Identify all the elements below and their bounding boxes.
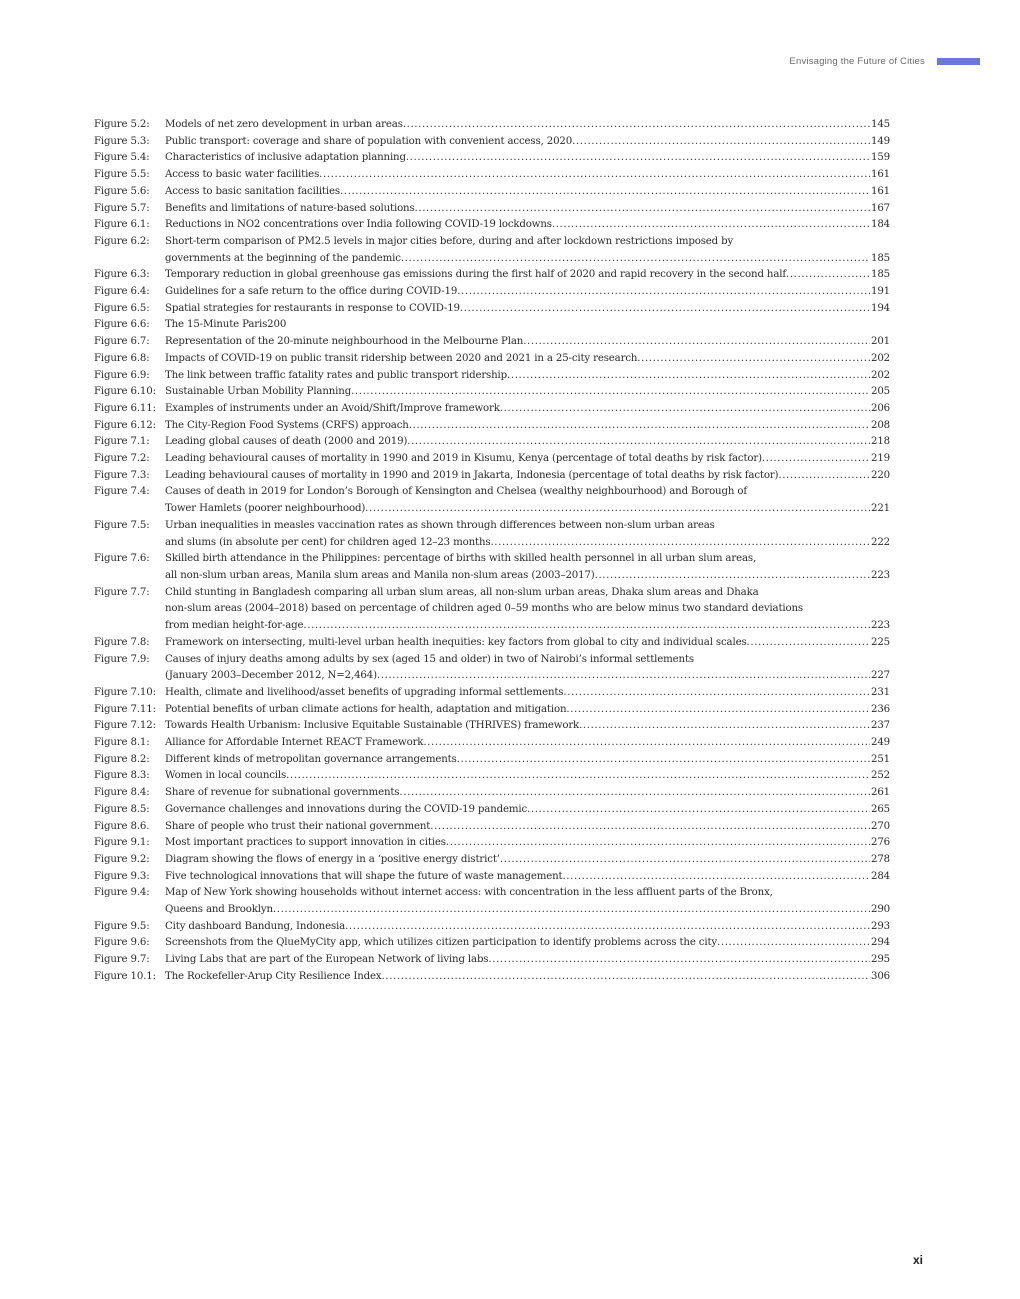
page-ref: 222 <box>871 536 890 548</box>
caption-line: Temporary reduction in global greenhouse gas emissions during the first half of 2020 and rapid recovery in the second half <box>165 269 786 281</box>
figure-label: Figure 7.6: <box>94 553 150 565</box>
toc-entry[interactable] <box>94 752 890 769</box>
dot-leader <box>399 785 870 802</box>
page-ref: 194 <box>871 302 890 314</box>
figure-caption <box>165 852 890 869</box>
dot-leader <box>457 752 870 769</box>
figure-label: Figure 9.2: <box>94 853 150 865</box>
figure-label: Figure 6.11: <box>94 402 156 414</box>
figure-caption <box>165 201 890 218</box>
figure-caption <box>165 451 890 468</box>
toc-entry[interactable] <box>94 234 890 267</box>
caption-line: and slums (in absolute per cent) for children aged 12–23 months <box>165 536 491 548</box>
figure-label: Figure 8.2: <box>94 753 150 765</box>
page-ref: 276 <box>871 837 890 849</box>
page-ref: 191 <box>871 286 890 298</box>
page-ref: 218 <box>871 436 890 448</box>
toc-entry[interactable] <box>94 301 890 318</box>
figure-label: Figure 8.3: <box>94 770 150 782</box>
dot-leader <box>407 434 870 451</box>
toc-entry[interactable] <box>94 735 890 752</box>
caption-line: The City-Region Food Systems (CRFS) approach <box>165 419 409 431</box>
figure-label: Figure 9.5: <box>94 920 150 932</box>
dot-leader <box>762 451 870 468</box>
page-ref: 221 <box>871 503 890 515</box>
page-ref: 265 <box>871 803 890 815</box>
figure-caption <box>165 484 890 517</box>
figure-caption <box>165 184 890 201</box>
figure-caption <box>165 785 890 802</box>
figure-caption <box>165 468 890 485</box>
figure-caption <box>165 869 890 886</box>
toc-entry[interactable] <box>94 418 890 435</box>
dot-leader <box>273 902 870 919</box>
figure-label: Figure 8.4: <box>94 787 150 799</box>
page-ref: 290 <box>871 904 890 916</box>
page-ref: 219 <box>871 453 890 465</box>
dot-leader <box>457 284 870 301</box>
dot-leader <box>409 418 870 435</box>
figure-caption <box>165 334 890 351</box>
toc-entry[interactable] <box>94 434 890 451</box>
caption-line: Women in local councils <box>165 770 287 782</box>
page-ref: 223 <box>871 569 890 581</box>
figure-label: Figure 7.2: <box>94 453 150 465</box>
figure-label: Figure 6.7: <box>94 336 150 348</box>
toc-entry[interactable] <box>94 919 890 936</box>
page-ref: 161 <box>871 169 890 181</box>
dot-leader <box>403 117 870 134</box>
figure-label: Figure 6.6: <box>94 319 150 331</box>
figure-label: Figure 7.12: <box>94 720 156 732</box>
figure-label: Figure 5.4: <box>94 152 150 164</box>
caption-line: Benefits and limitations of nature-based solutions <box>165 202 415 214</box>
caption-line: Towards Health Urbanism: Inclusive Equitable Sustainable (THRIVES) framework <box>165 720 580 732</box>
figure-caption <box>165 134 890 151</box>
page-ref: 270 <box>871 820 890 832</box>
caption-line: Screenshots from the QlueMyCity app, which utilizes citizen participation to identify problems across the city <box>165 937 718 949</box>
caption-line: Characteristics of inclusive adaptation planning <box>165 152 406 164</box>
figure-label: Figure 6.5: <box>94 302 150 314</box>
list-of-figures <box>94 117 890 986</box>
toc-entry[interactable] <box>94 384 890 401</box>
figure-label: Figure 6.12: <box>94 419 156 431</box>
figure-label: Figure 6.3: <box>94 269 150 281</box>
figure-label: Figure 5.7: <box>94 202 150 214</box>
caption-line: Leading global causes of death (2000 and 2019) <box>165 436 408 448</box>
figure-label: Figure 9.7: <box>94 954 150 966</box>
figure-label: Figure 5.3: <box>94 135 150 147</box>
figure-label: Figure 9.3: <box>94 870 150 882</box>
caption-line: Public transport: coverage and share of population with convenient access, 2020 <box>165 135 573 147</box>
dot-leader <box>460 301 870 318</box>
dot-leader <box>595 568 870 585</box>
caption-line: City dashboard Bandung, Indonesia <box>165 920 346 932</box>
page-ref: 227 <box>871 670 890 682</box>
figure-label: Figure 9.6: <box>94 937 150 949</box>
dot-leader <box>552 217 870 234</box>
dot-leader <box>401 251 870 268</box>
figure-label: Figure 10.1: <box>94 970 156 982</box>
figure-label: Figure 9.1: <box>94 837 150 849</box>
dot-leader <box>527 802 870 819</box>
caption-line: Living Labs that are part of the European Network of living labs <box>165 954 489 966</box>
dot-leader <box>377 668 870 685</box>
figure-caption <box>165 518 890 551</box>
caption-line: Diagram showing the flows of energy in a ‘positive energy district’ <box>165 853 500 865</box>
toc-entry[interactable] <box>94 267 890 284</box>
figure-label: Figure 6.2: <box>94 235 150 247</box>
toc-entry[interactable] <box>94 167 890 184</box>
figure-caption <box>165 551 890 584</box>
dot-leader <box>572 134 870 151</box>
caption-line: Reductions in NO2 concentrations over India following COVID-19 lockdowns <box>165 219 552 231</box>
figure-caption <box>165 652 890 685</box>
page-ref: 185 <box>871 269 890 281</box>
figure-label: Figure 7.10: <box>94 686 156 698</box>
dot-leader <box>406 150 870 167</box>
caption-line: Most important practices to support innovation in cities <box>165 837 446 849</box>
toc-entry[interactable] <box>94 852 890 869</box>
caption-line: (January 2003–December 2012, N=2,464) <box>165 670 377 682</box>
caption-line: Share of people who trust their national government <box>165 820 431 832</box>
figure-caption <box>165 368 890 385</box>
toc-entry[interactable] <box>94 685 890 702</box>
page-ref: 167 <box>871 202 890 214</box>
dot-leader <box>490 535 870 552</box>
figure-caption <box>165 802 890 819</box>
page-ref: 295 <box>871 954 890 966</box>
caption-line: The 15-Minute Paris200 <box>165 319 287 331</box>
caption-line: Map of New York showing households without internet access: with concentration in the less affluent parts of the Bronx, <box>165 887 773 899</box>
caption-line: Sustainable Urban Mobility Planning <box>165 386 352 398</box>
figure-caption <box>165 167 890 184</box>
figure-label: Figure 7.1: <box>94 436 150 448</box>
page-ref: 202 <box>871 352 890 364</box>
dot-leader <box>637 351 870 368</box>
caption-line: Tower Hamlets (poorer neighbourhood) <box>165 503 366 515</box>
caption-line: Short-term comparison of PM2.5 levels in major cities before, during and after lockdown restrictions imposed by <box>165 235 734 247</box>
page-ref: 306 <box>871 970 890 982</box>
caption-line: Potential benefits of urban climate actions for health, adaptation and mitigation <box>165 703 567 715</box>
figure-caption <box>165 919 890 936</box>
page-ref: 184 <box>871 219 890 231</box>
caption-line: Different kinds of metropolitan governance arrangements <box>165 753 457 765</box>
dot-leader <box>566 702 870 719</box>
figure-label: Figure 6.9: <box>94 369 150 381</box>
figure-label: Figure 7.5: <box>94 519 150 531</box>
caption-line: Impacts of COVID-19 on public transit ridership between 2020 and 2021 in a 25-city research <box>165 352 638 364</box>
dot-leader <box>579 718 870 735</box>
figure-label: Figure 7.8: <box>94 636 150 648</box>
toc-entry[interactable] <box>94 518 890 551</box>
figure-caption <box>165 267 890 284</box>
caption-line: Representation of the 20-minute neighbourhood in the Melbourne Plan <box>165 336 524 348</box>
figure-label: Figure 7.7: <box>94 586 150 598</box>
figure-caption <box>165 969 890 986</box>
dot-leader <box>562 869 870 886</box>
toc-entry[interactable] <box>94 635 890 652</box>
toc-entry[interactable] <box>94 484 890 517</box>
caption-line: Access to basic water facilities <box>165 169 320 181</box>
page-ref: 206 <box>871 402 890 414</box>
figure-caption <box>165 752 890 769</box>
toc-entry[interactable] <box>94 368 890 385</box>
caption-line: Leading behavioural causes of mortality in 1990 and 2019 in Jakarta, Indonesia (percentage of total deaths by risk factor) <box>165 469 779 481</box>
dot-leader <box>500 852 870 869</box>
toc-entry[interactable] <box>94 952 890 969</box>
page-ref: 220 <box>871 469 890 481</box>
running-title: Envisaging the Future of Cities <box>789 56 925 67</box>
figure-caption <box>165 384 890 401</box>
page-number: xi <box>913 1253 924 1267</box>
figure-caption <box>165 768 890 785</box>
dot-leader <box>500 401 870 418</box>
toc-entry[interactable] <box>94 284 890 301</box>
toc-entry[interactable] <box>94 819 890 836</box>
toc-entry[interactable] <box>94 702 890 719</box>
figure-label: Figure 7.9: <box>94 653 150 665</box>
toc-entry[interactable] <box>94 317 890 334</box>
caption-line: Child stunting in Bangladesh comparing all urban slum areas, all non-slum urban areas, Dhaka slum areas and Dhaka <box>165 586 759 598</box>
page-ref: 205 <box>871 386 890 398</box>
dot-leader <box>303 618 870 635</box>
toc-entry[interactable] <box>94 468 890 485</box>
dot-leader <box>786 267 870 284</box>
dot-leader <box>778 468 870 485</box>
toc-entry[interactable] <box>94 869 890 886</box>
header-accent-bar <box>937 58 980 65</box>
page-ref: 237 <box>871 720 890 732</box>
toc-entry[interactable] <box>94 652 890 685</box>
toc-entry[interactable] <box>94 217 890 234</box>
figure-label: Figure 7.11: <box>94 703 156 715</box>
toc-entry[interactable] <box>94 718 890 735</box>
dot-leader <box>717 935 870 952</box>
figure-caption <box>165 351 890 368</box>
toc-entry[interactable] <box>94 351 890 368</box>
figure-label: Figure 5.6: <box>94 185 150 197</box>
caption-line: Guidelines for a safe return to the office during COVID-19 <box>165 286 458 298</box>
figure-caption <box>165 885 890 918</box>
figure-caption <box>165 317 890 334</box>
figure-caption <box>165 702 890 719</box>
caption-line: governments at the beginning of the pandemic <box>165 252 401 264</box>
caption-line: Framework on intersecting, multi-level urban health inequities: key factors from global to city and individual scales <box>165 636 747 648</box>
caption-line: non-slum areas (2004–2018) based on percentage of children aged 0–59 months who are below minus two standard deviations <box>165 603 803 615</box>
dot-leader <box>507 368 870 385</box>
figure-caption <box>165 301 890 318</box>
toc-entry[interactable] <box>94 835 890 852</box>
page-ref: 231 <box>871 686 890 698</box>
dot-leader <box>747 635 870 652</box>
toc-entry[interactable] <box>94 401 890 418</box>
page-ref: 251 <box>871 753 890 765</box>
figure-label: Figure 5.5: <box>94 169 150 181</box>
toc-entry[interactable] <box>94 117 890 134</box>
caption-line: Leading behavioural causes of mortality in 1990 and 2019 in Kisumu, Kenya (percentage of total deaths by risk factor) <box>165 453 762 465</box>
page-ref: 223 <box>871 620 890 632</box>
figure-caption <box>165 150 890 167</box>
figure-caption <box>165 952 890 969</box>
page-ref: 201 <box>871 336 890 348</box>
caption-line: from median height-for-age <box>165 620 304 632</box>
page-ref: 293 <box>871 920 890 932</box>
page-ref: 225 <box>871 636 890 648</box>
toc-entry[interactable] <box>94 969 890 986</box>
figure-label: Figure 6.10: <box>94 386 156 398</box>
caption-line: Alliance for Affordable Internet REACT Framework <box>165 737 424 749</box>
dot-leader <box>430 819 870 836</box>
toc-entry[interactable] <box>94 150 890 167</box>
figure-label: Figure 9.4: <box>94 887 150 899</box>
caption-line: all non-slum urban areas, Manila slum areas and Manila non-slum areas (2003–2017) <box>165 569 595 581</box>
page-ref: 278 <box>871 853 890 865</box>
toc-entry[interactable] <box>94 802 890 819</box>
dot-leader <box>382 969 870 986</box>
page-ref: 202 <box>871 369 890 381</box>
page-ref: 294 <box>871 937 890 949</box>
figure-caption <box>165 718 890 735</box>
caption-line: Models of net zero development in urban areas <box>165 119 403 130</box>
figure-caption <box>165 117 890 134</box>
figure-caption <box>165 685 890 702</box>
dot-leader <box>365 501 870 518</box>
page-ref: 185 <box>871 252 890 264</box>
toc-entry[interactable] <box>94 935 890 952</box>
caption-line: Access to basic sanitation facilities <box>165 185 340 197</box>
dot-leader <box>286 768 870 785</box>
page-ref: 208 <box>871 419 890 431</box>
figure-caption <box>165 635 890 652</box>
page-ref: 249 <box>871 737 890 749</box>
dot-leader <box>340 184 870 201</box>
toc-entry[interactable] <box>94 768 890 785</box>
dot-leader <box>563 685 870 702</box>
figure-label: Figure 8.1: <box>94 737 150 749</box>
figure-label: Figure 6.8: <box>94 352 150 364</box>
caption-line: Governance challenges and innovations during the COVID-19 pandemic <box>165 803 528 815</box>
dot-leader <box>351 384 870 401</box>
figure-caption <box>165 735 890 752</box>
page-ref: 284 <box>871 870 890 882</box>
figure-caption <box>165 819 890 836</box>
caption-line: Spatial strategies for restaurants in response to COVID-19 <box>165 302 460 314</box>
page-ref: 261 <box>871 787 890 799</box>
page-ref: 252 <box>871 770 890 782</box>
caption-line: The link between traffic fatality rates and public transport ridership <box>165 369 508 381</box>
caption-line: Health, climate and livelihood/asset benefits of upgrading informal settlements <box>165 686 564 698</box>
running-head <box>789 56 980 67</box>
figure-caption <box>165 284 890 301</box>
figure-caption <box>165 234 890 267</box>
figure-caption <box>165 418 890 435</box>
caption-line: The Rockefeller-Arup City Resilience Index <box>165 970 382 982</box>
dot-leader <box>319 167 870 184</box>
toc-entry[interactable] <box>94 201 890 218</box>
figure-label: Figure 7.3: <box>94 469 150 481</box>
caption-line: Five technological innovations that will shape the future of waste management <box>165 870 563 882</box>
toc-entry[interactable] <box>94 585 890 635</box>
figure-label: Figure 6.4: <box>94 286 150 298</box>
figure-caption <box>165 835 890 852</box>
figure-label: Figure 8.6. <box>94 820 150 832</box>
figure-caption <box>165 217 890 234</box>
dot-leader <box>345 919 870 936</box>
caption-line: Skilled birth attendance in the Philippines: percentage of births with skilled health personnel in all urban slum areas, <box>165 553 757 565</box>
dot-leader <box>423 735 870 752</box>
toc-entry[interactable] <box>94 885 890 918</box>
figure-label: Figure 6.1: <box>94 219 150 231</box>
toc-entry[interactable] <box>94 551 890 584</box>
figure-caption <box>165 434 890 451</box>
caption-line: Causes of death in 2019 for London’s Borough of Kensington and Chelsea (wealthy neighbourhood) and Borough of <box>165 486 747 498</box>
page-ref: 145 <box>871 119 890 130</box>
toc-entry[interactable] <box>94 134 890 151</box>
dot-leader <box>488 952 870 969</box>
figure-caption <box>165 935 890 952</box>
dot-leader <box>523 334 870 351</box>
figure-label: Figure 5.2: <box>94 119 150 130</box>
figure-caption <box>165 401 890 418</box>
page-ref: 159 <box>871 152 890 164</box>
dot-leader <box>446 835 870 852</box>
caption-line: Queens and Brooklyn <box>165 904 273 916</box>
caption-line: Urban inequalities in measles vaccination rates as shown through differences between non-slum urban areas <box>165 519 715 531</box>
figure-caption <box>165 585 890 635</box>
caption-line: Share of revenue for subnational governments <box>165 787 400 799</box>
page-ref: 236 <box>871 703 890 715</box>
caption-line: Causes of injury deaths among adults by sex (aged 15 and older) in two of Nairobi’s informal settlements <box>165 653 694 665</box>
page-ref: 149 <box>871 135 890 147</box>
toc-entry[interactable] <box>94 785 890 802</box>
toc-entry[interactable] <box>94 184 890 201</box>
toc-entry[interactable] <box>94 334 890 351</box>
caption-line: Examples of instruments under an Avoid/Shift/Improve framework <box>165 402 500 414</box>
figure-label: Figure 8.5: <box>94 803 150 815</box>
figure-label: Figure 7.4: <box>94 486 150 498</box>
page-ref: 161 <box>871 185 890 197</box>
dot-leader <box>415 201 870 218</box>
toc-entry[interactable] <box>94 451 890 468</box>
